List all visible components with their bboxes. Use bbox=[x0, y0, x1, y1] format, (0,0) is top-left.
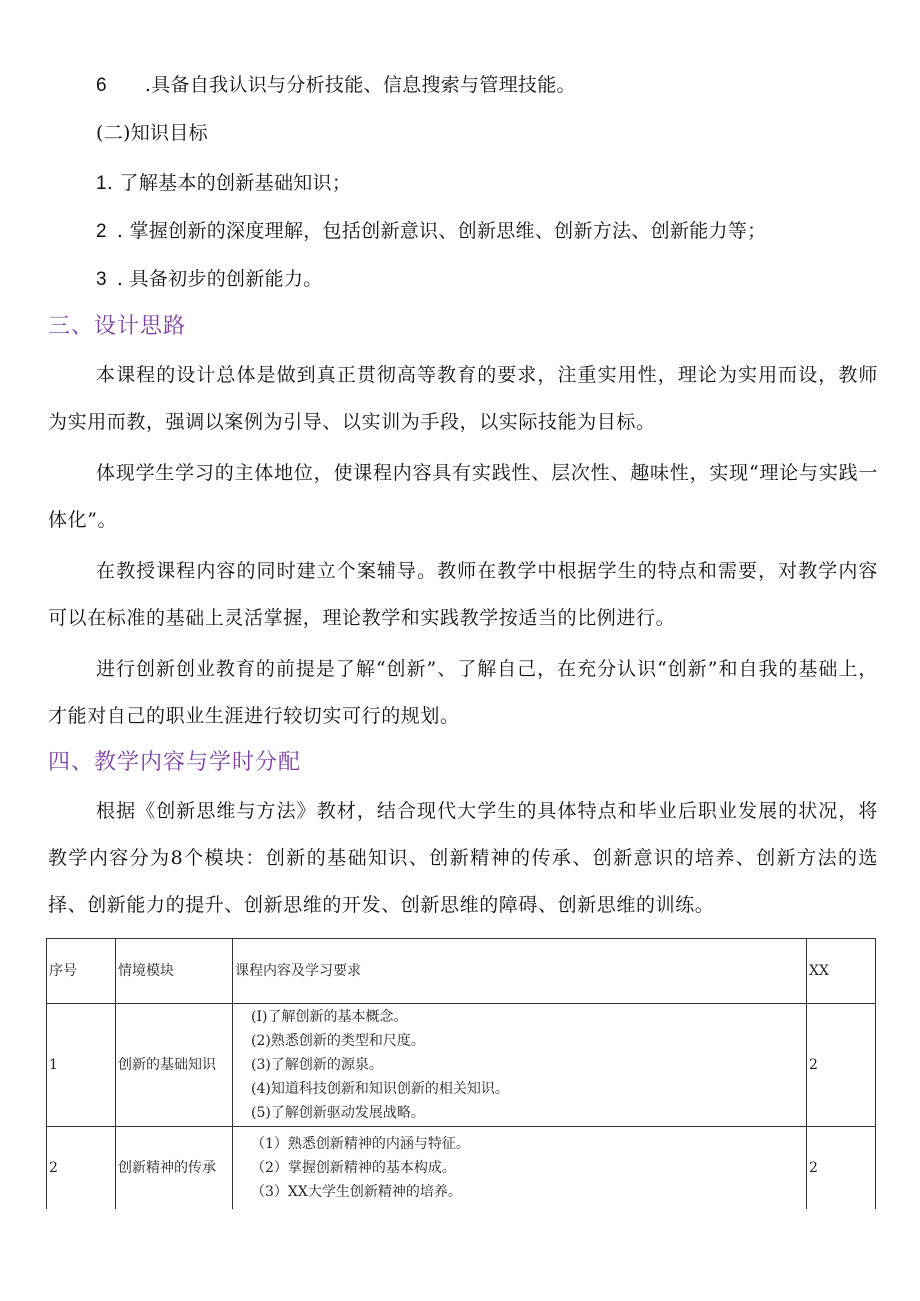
item-number: 3 bbox=[96, 269, 107, 290]
item-text: . 了解基本的创新基础知识； bbox=[106, 172, 352, 194]
item-text: . 具备初步的创新能力。 bbox=[116, 268, 323, 290]
knowledge-item-3 bbox=[96, 266, 323, 293]
requirement-item: (3)了解创新的源泉。 bbox=[251, 1057, 383, 1073]
header-cell-content: 课程内容及学习要求 bbox=[233, 939, 807, 1004]
section-4-paragraph: 根据《创新思维与方法》教材，结合现代大学生的具体特点和毕业后职业发展的状况，将教学内容分为8个模块：创新的基础知识、创新精神的传承、创新意识的培养、创新方法的选择、创新能力的提升、创新思维的开发、创新思维的障碍、创新思维的训练。 bbox=[48, 800, 878, 916]
header-cell-no: 序号 bbox=[47, 939, 116, 1004]
row-number: 2 bbox=[47, 1127, 116, 1210]
ability-item-6 bbox=[96, 72, 576, 99]
requirement-item: (5)了解创新驱动发展战略。 bbox=[251, 1105, 425, 1121]
row-requirements bbox=[233, 1127, 807, 1210]
row-hours: 2 bbox=[807, 1004, 876, 1127]
course-content-table bbox=[46, 938, 876, 1209]
row-hours: 2 bbox=[807, 1127, 876, 1210]
section-3-paragraph-1: 本课程的设计总体是做到真正贯彻高等教育的要求，注重实用性，理论为实用而设，教师为实用而教，强调以案例为引导、以实训为手段，以实际技能为目标。 bbox=[48, 364, 878, 433]
row-module: 创新精神的传承 bbox=[116, 1127, 233, 1210]
item-number: 2 bbox=[96, 221, 107, 242]
requirement-item: （3）XX大学生创新精神的培养。 bbox=[251, 1184, 462, 1200]
item-text: .具备自我认识与分析技能、信息搜索与管理技能。 bbox=[144, 74, 576, 96]
table-header-row bbox=[47, 939, 876, 1004]
requirement-item: （1）熟悉创新精神的内涵与特征。 bbox=[251, 1136, 470, 1152]
section-3-paragraph-2: 体现学生学习的主体地位，使课程内容具有实践性、层次性、趣味性，实现“理论与实践一体化”。 bbox=[48, 462, 878, 531]
section-3-heading: 三、设计思路 bbox=[48, 314, 187, 339]
row-requirements bbox=[233, 1004, 807, 1127]
knowledge-item-2 bbox=[96, 218, 766, 245]
row-module: 创新的基础知识 bbox=[116, 1004, 233, 1127]
requirement-item: (2)熟悉创新的类型和尺度。 bbox=[251, 1033, 425, 1049]
table-row bbox=[47, 1127, 876, 1210]
header-cell-hours: XX bbox=[807, 939, 876, 1004]
knowledge-heading: (二)知识目标 bbox=[96, 122, 208, 144]
section-4-heading: 四、教学内容与学时分配 bbox=[48, 750, 302, 775]
section-3-paragraph-4: 进行创新创业教育的前提是了解“创新”、了解自己，在充分认识“创新”和自我的基础上，才能对自己的职业生涯进行较切实可行的规划。 bbox=[48, 658, 878, 727]
header-cell-module: 情境模块 bbox=[116, 939, 233, 1004]
item-text: . 掌握创新的深度理解，包括创新意识、创新思维、创新方法、创新能力等； bbox=[116, 220, 767, 242]
item-number: 1 bbox=[96, 173, 107, 194]
knowledge-item-1 bbox=[96, 170, 351, 197]
section-3-paragraph-3: 在教授课程内容的同时建立个案辅导。教师在教学中根据学生的特点和需要，对教学内容可以在标准的基础上灵活掌握，理论教学和实践教学按适当的比例进行。 bbox=[48, 560, 878, 629]
requirement-item: (4)知道科技创新和知识创新的相关知识。 bbox=[251, 1081, 509, 1097]
row-number: 1 bbox=[47, 1004, 116, 1127]
item-number: 6 bbox=[96, 75, 107, 96]
requirement-item: （2）掌握创新精神的基本构成。 bbox=[251, 1160, 456, 1176]
requirement-item: (I)了解创新的基本概念。 bbox=[251, 1009, 408, 1025]
table-row bbox=[47, 1004, 876, 1127]
